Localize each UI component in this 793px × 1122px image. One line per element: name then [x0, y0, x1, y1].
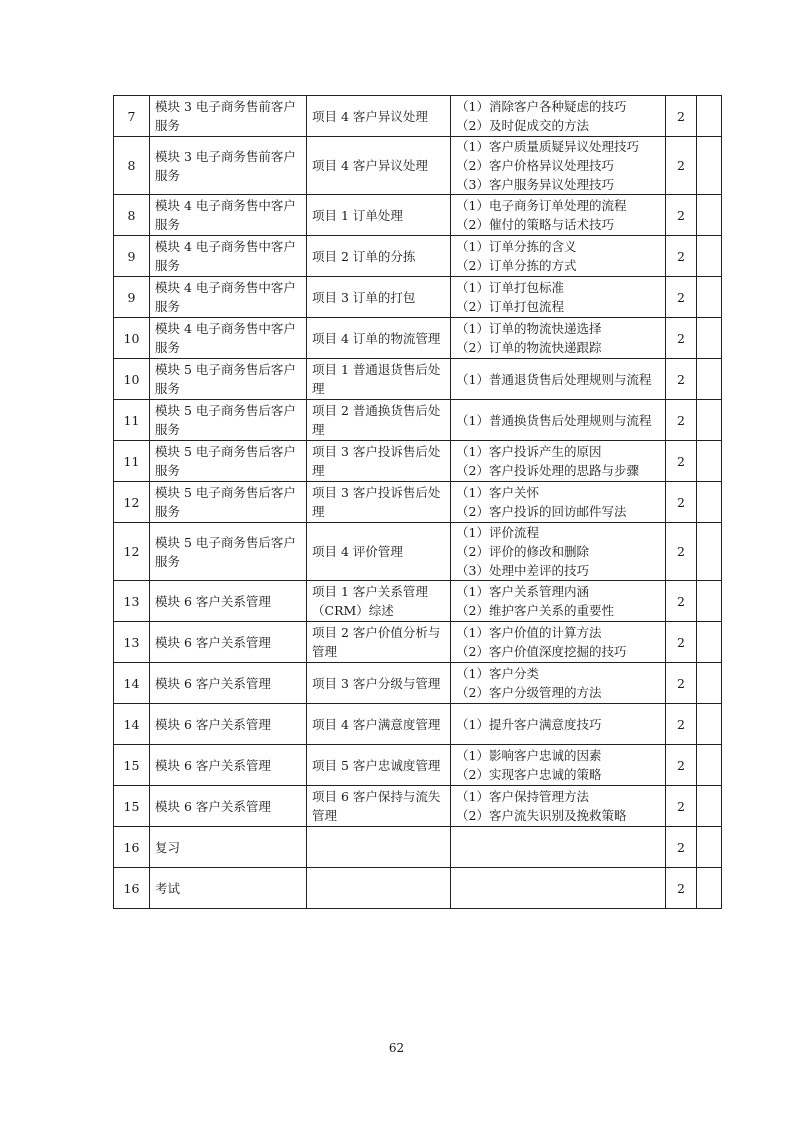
content-point: （1）提升客户满意度技巧	[456, 716, 602, 732]
table-row	[114, 400, 722, 441]
week-cell: 15	[114, 745, 150, 786]
content-cell	[451, 195, 666, 236]
table-row	[114, 827, 722, 868]
content-cell	[451, 318, 666, 359]
content-cell	[451, 96, 666, 137]
hours-cell: 2	[666, 663, 697, 704]
module-cell: 模块 4 电子商务售中客户服务	[150, 236, 307, 277]
notes-cell	[697, 745, 722, 786]
notes-cell	[697, 482, 722, 523]
module-cell: 模块 3 电子商务售前客户服务	[150, 137, 307, 195]
notes-cell	[697, 137, 722, 195]
content-cell	[451, 482, 666, 523]
project-cell: 项目 3 客户投诉售后处理	[307, 441, 451, 482]
project-cell: 项目 1 普通退货售后处理	[307, 359, 451, 400]
table-body	[114, 96, 722, 909]
week-cell: 11	[114, 441, 150, 482]
content-point: （1）普通换货售后处理规则与流程	[456, 412, 652, 428]
project-cell: 项目 2 普通换货售后处理	[307, 400, 451, 441]
content-point: （2）订单分拣的方式	[456, 258, 577, 273]
notes-cell	[697, 786, 722, 827]
week-cell: 8	[114, 195, 150, 236]
hours-cell: 2	[666, 96, 697, 137]
module-cell: 模块 4 电子商务售中客户服务	[150, 195, 307, 236]
content-point: （2）催付的策略与话术技巧	[456, 217, 614, 232]
notes-cell	[697, 441, 722, 482]
week-cell: 8	[114, 137, 150, 195]
notes-cell	[697, 359, 722, 400]
content-point: （1）评价流程	[456, 525, 539, 540]
module-cell: 模块 6 客户关系管理	[150, 745, 307, 786]
content-point: （2）实现客户忠诚的策略	[456, 767, 602, 782]
content-point: （3）处理中差评的技巧	[456, 563, 589, 578]
hours-cell: 2	[666, 277, 697, 318]
content-point: （3）客户服务异议处理技巧	[456, 177, 614, 192]
table-row	[114, 704, 722, 745]
module-cell: 模块 6 客户关系管理	[150, 663, 307, 704]
week-cell: 12	[114, 482, 150, 523]
hours-cell: 2	[666, 359, 697, 400]
table-row	[114, 359, 722, 400]
module-cell: 模块 6 客户关系管理	[150, 704, 307, 745]
project-cell: 项目 5 客户忠诚度管理	[307, 745, 451, 786]
content-point: （1）订单打包标准	[456, 280, 564, 295]
notes-cell	[697, 827, 722, 868]
table-row	[114, 236, 722, 277]
content-point: （1）电子商务订单处理的流程	[456, 198, 627, 213]
hours-cell: 2	[666, 400, 697, 441]
content-point: （1）客户关系管理内涵	[456, 584, 589, 599]
week-cell: 12	[114, 523, 150, 581]
week-cell: 10	[114, 359, 150, 400]
module-cell: 模块 5 电子商务售后客户服务	[150, 523, 307, 581]
module-cell: 考试	[150, 868, 307, 909]
hours-cell: 2	[666, 318, 697, 359]
week-cell: 15	[114, 786, 150, 827]
project-cell: 项目 4 客户满意度管理	[307, 704, 451, 745]
table-row	[114, 96, 722, 137]
project-cell: 项目 3 客户投诉售后处理	[307, 482, 451, 523]
content-point: （1）客户质量质疑异议处理技巧	[456, 139, 639, 154]
content-cell	[451, 745, 666, 786]
module-cell: 模块 5 电子商务售后客户服务	[150, 482, 307, 523]
content-point: （1）影响客户忠诚的因素	[456, 748, 602, 763]
content-point: （2）订单的物流快递跟踪	[456, 340, 602, 355]
week-cell: 13	[114, 622, 150, 663]
content-point: （1）客户保持管理方法	[456, 789, 589, 804]
module-cell: 模块 5 电子商务售后客户服务	[150, 441, 307, 482]
week-cell: 7	[114, 96, 150, 137]
content-point: （2）评价的修改和删除	[456, 544, 589, 559]
table-row	[114, 523, 722, 581]
project-cell: 项目 3 客户分级与管理	[307, 663, 451, 704]
content-point: （1）消除客户各种疑虑的技巧	[456, 99, 627, 114]
table-row	[114, 318, 722, 359]
notes-cell	[697, 622, 722, 663]
project-cell	[307, 868, 451, 909]
content-point: （1）客户投诉产生的原因	[456, 444, 602, 459]
week-cell: 14	[114, 704, 150, 745]
content-cell	[451, 441, 666, 482]
hours-cell: 2	[666, 745, 697, 786]
content-point: （1）订单的物流快递选择	[456, 321, 602, 336]
module-cell: 复习	[150, 827, 307, 868]
content-point: （2）客户分级管理的方法	[456, 685, 602, 700]
project-cell: 项目 2 客户价值分析与管理	[307, 622, 451, 663]
week-cell: 14	[114, 663, 150, 704]
week-cell: 13	[114, 581, 150, 622]
project-cell: 项目 4 评价管理	[307, 523, 451, 581]
content-point: （2）客户投诉的回访邮件写法	[456, 504, 627, 519]
notes-cell	[697, 236, 722, 277]
table-row	[114, 868, 722, 909]
project-cell: 项目 4 订单的物流管理	[307, 318, 451, 359]
table-row	[114, 581, 722, 622]
project-cell: 项目 6 客户保持与流失管理	[307, 786, 451, 827]
module-cell: 模块 4 电子商务售中客户服务	[150, 277, 307, 318]
hours-cell: 2	[666, 827, 697, 868]
hours-cell: 2	[666, 581, 697, 622]
content-point: （2）订单打包流程	[456, 299, 564, 314]
project-cell: 项目 1 订单处理	[307, 195, 451, 236]
module-cell: 模块 6 客户关系管理	[150, 786, 307, 827]
content-cell	[451, 523, 666, 581]
notes-cell	[697, 277, 722, 318]
content-point: （2）客户价值深度挖掘的技巧	[456, 644, 627, 659]
content-point: （1）客户价值的计算方法	[456, 625, 602, 640]
content-cell	[451, 622, 666, 663]
hours-cell: 2	[666, 195, 697, 236]
hours-cell: 2	[666, 786, 697, 827]
hours-cell: 2	[666, 622, 697, 663]
content-point: （2）客户投诉处理的思路与步骤	[456, 463, 639, 478]
week-cell: 9	[114, 236, 150, 277]
content-point: （2）维护客户关系的重要性	[456, 603, 614, 618]
project-cell: 项目 2 订单的分拣	[307, 236, 451, 277]
content-point: （2）客户价格异议处理技巧	[456, 158, 614, 173]
table-row	[114, 482, 722, 523]
module-cell: 模块 6 客户关系管理	[150, 581, 307, 622]
content-point: （1）订单分拣的含义	[456, 239, 577, 254]
table-row	[114, 786, 722, 827]
table-row	[114, 137, 722, 195]
week-cell: 10	[114, 318, 150, 359]
notes-cell	[697, 663, 722, 704]
content-point: （1）客户关怀	[456, 485, 539, 500]
content-cell	[451, 400, 666, 441]
week-cell: 9	[114, 277, 150, 318]
project-cell: 项目 4 客户异议处理	[307, 96, 451, 137]
project-cell: 项目 3 订单的打包	[307, 277, 451, 318]
content-cell	[451, 786, 666, 827]
hours-cell: 2	[666, 236, 697, 277]
content-point: （1）普通退货售后处理规则与流程	[456, 371, 652, 387]
module-cell: 模块 5 电子商务售后客户服务	[150, 400, 307, 441]
hours-cell: 2	[666, 868, 697, 909]
hours-cell: 2	[666, 441, 697, 482]
notes-cell	[697, 868, 722, 909]
content-cell	[451, 236, 666, 277]
notes-cell	[697, 581, 722, 622]
hours-cell: 2	[666, 704, 697, 745]
page-number: 62	[388, 1041, 405, 1055]
table-row	[114, 622, 722, 663]
project-cell: 项目 1 客户关系管理（CRM）综述	[307, 581, 451, 622]
week-cell: 16	[114, 868, 150, 909]
hours-cell: 2	[666, 482, 697, 523]
notes-cell	[697, 318, 722, 359]
module-cell: 模块 3 电子商务售前客户服务	[150, 96, 307, 137]
content-cell	[451, 868, 666, 909]
notes-cell	[697, 704, 722, 745]
hours-cell: 2	[666, 137, 697, 195]
project-cell	[307, 827, 451, 868]
content-cell	[451, 704, 666, 745]
table-row	[114, 195, 722, 236]
table-row	[114, 441, 722, 482]
module-cell: 模块 5 电子商务售后客户服务	[150, 359, 307, 400]
course-schedule-table	[113, 95, 722, 909]
content-cell	[451, 581, 666, 622]
table-row	[114, 277, 722, 318]
notes-cell	[697, 400, 722, 441]
hours-cell: 2	[666, 523, 697, 581]
content-cell	[451, 359, 666, 400]
module-cell: 模块 4 电子商务售中客户服务	[150, 318, 307, 359]
week-cell: 16	[114, 827, 150, 868]
project-cell: 项目 4 客户异议处理	[307, 137, 451, 195]
table-row	[114, 745, 722, 786]
content-point: （2）及时促成交的方法	[456, 118, 589, 133]
notes-cell	[697, 523, 722, 581]
notes-cell	[697, 96, 722, 137]
content-point: （2）客户流失识别及挽救策略	[456, 808, 627, 823]
content-cell	[451, 137, 666, 195]
content-cell	[451, 277, 666, 318]
week-cell: 11	[114, 400, 150, 441]
content-cell	[451, 663, 666, 704]
content-cell	[451, 827, 666, 868]
notes-cell	[697, 195, 722, 236]
content-point: （1）客户分类	[456, 666, 539, 681]
table-row	[114, 663, 722, 704]
module-cell: 模块 6 客户关系管理	[150, 622, 307, 663]
